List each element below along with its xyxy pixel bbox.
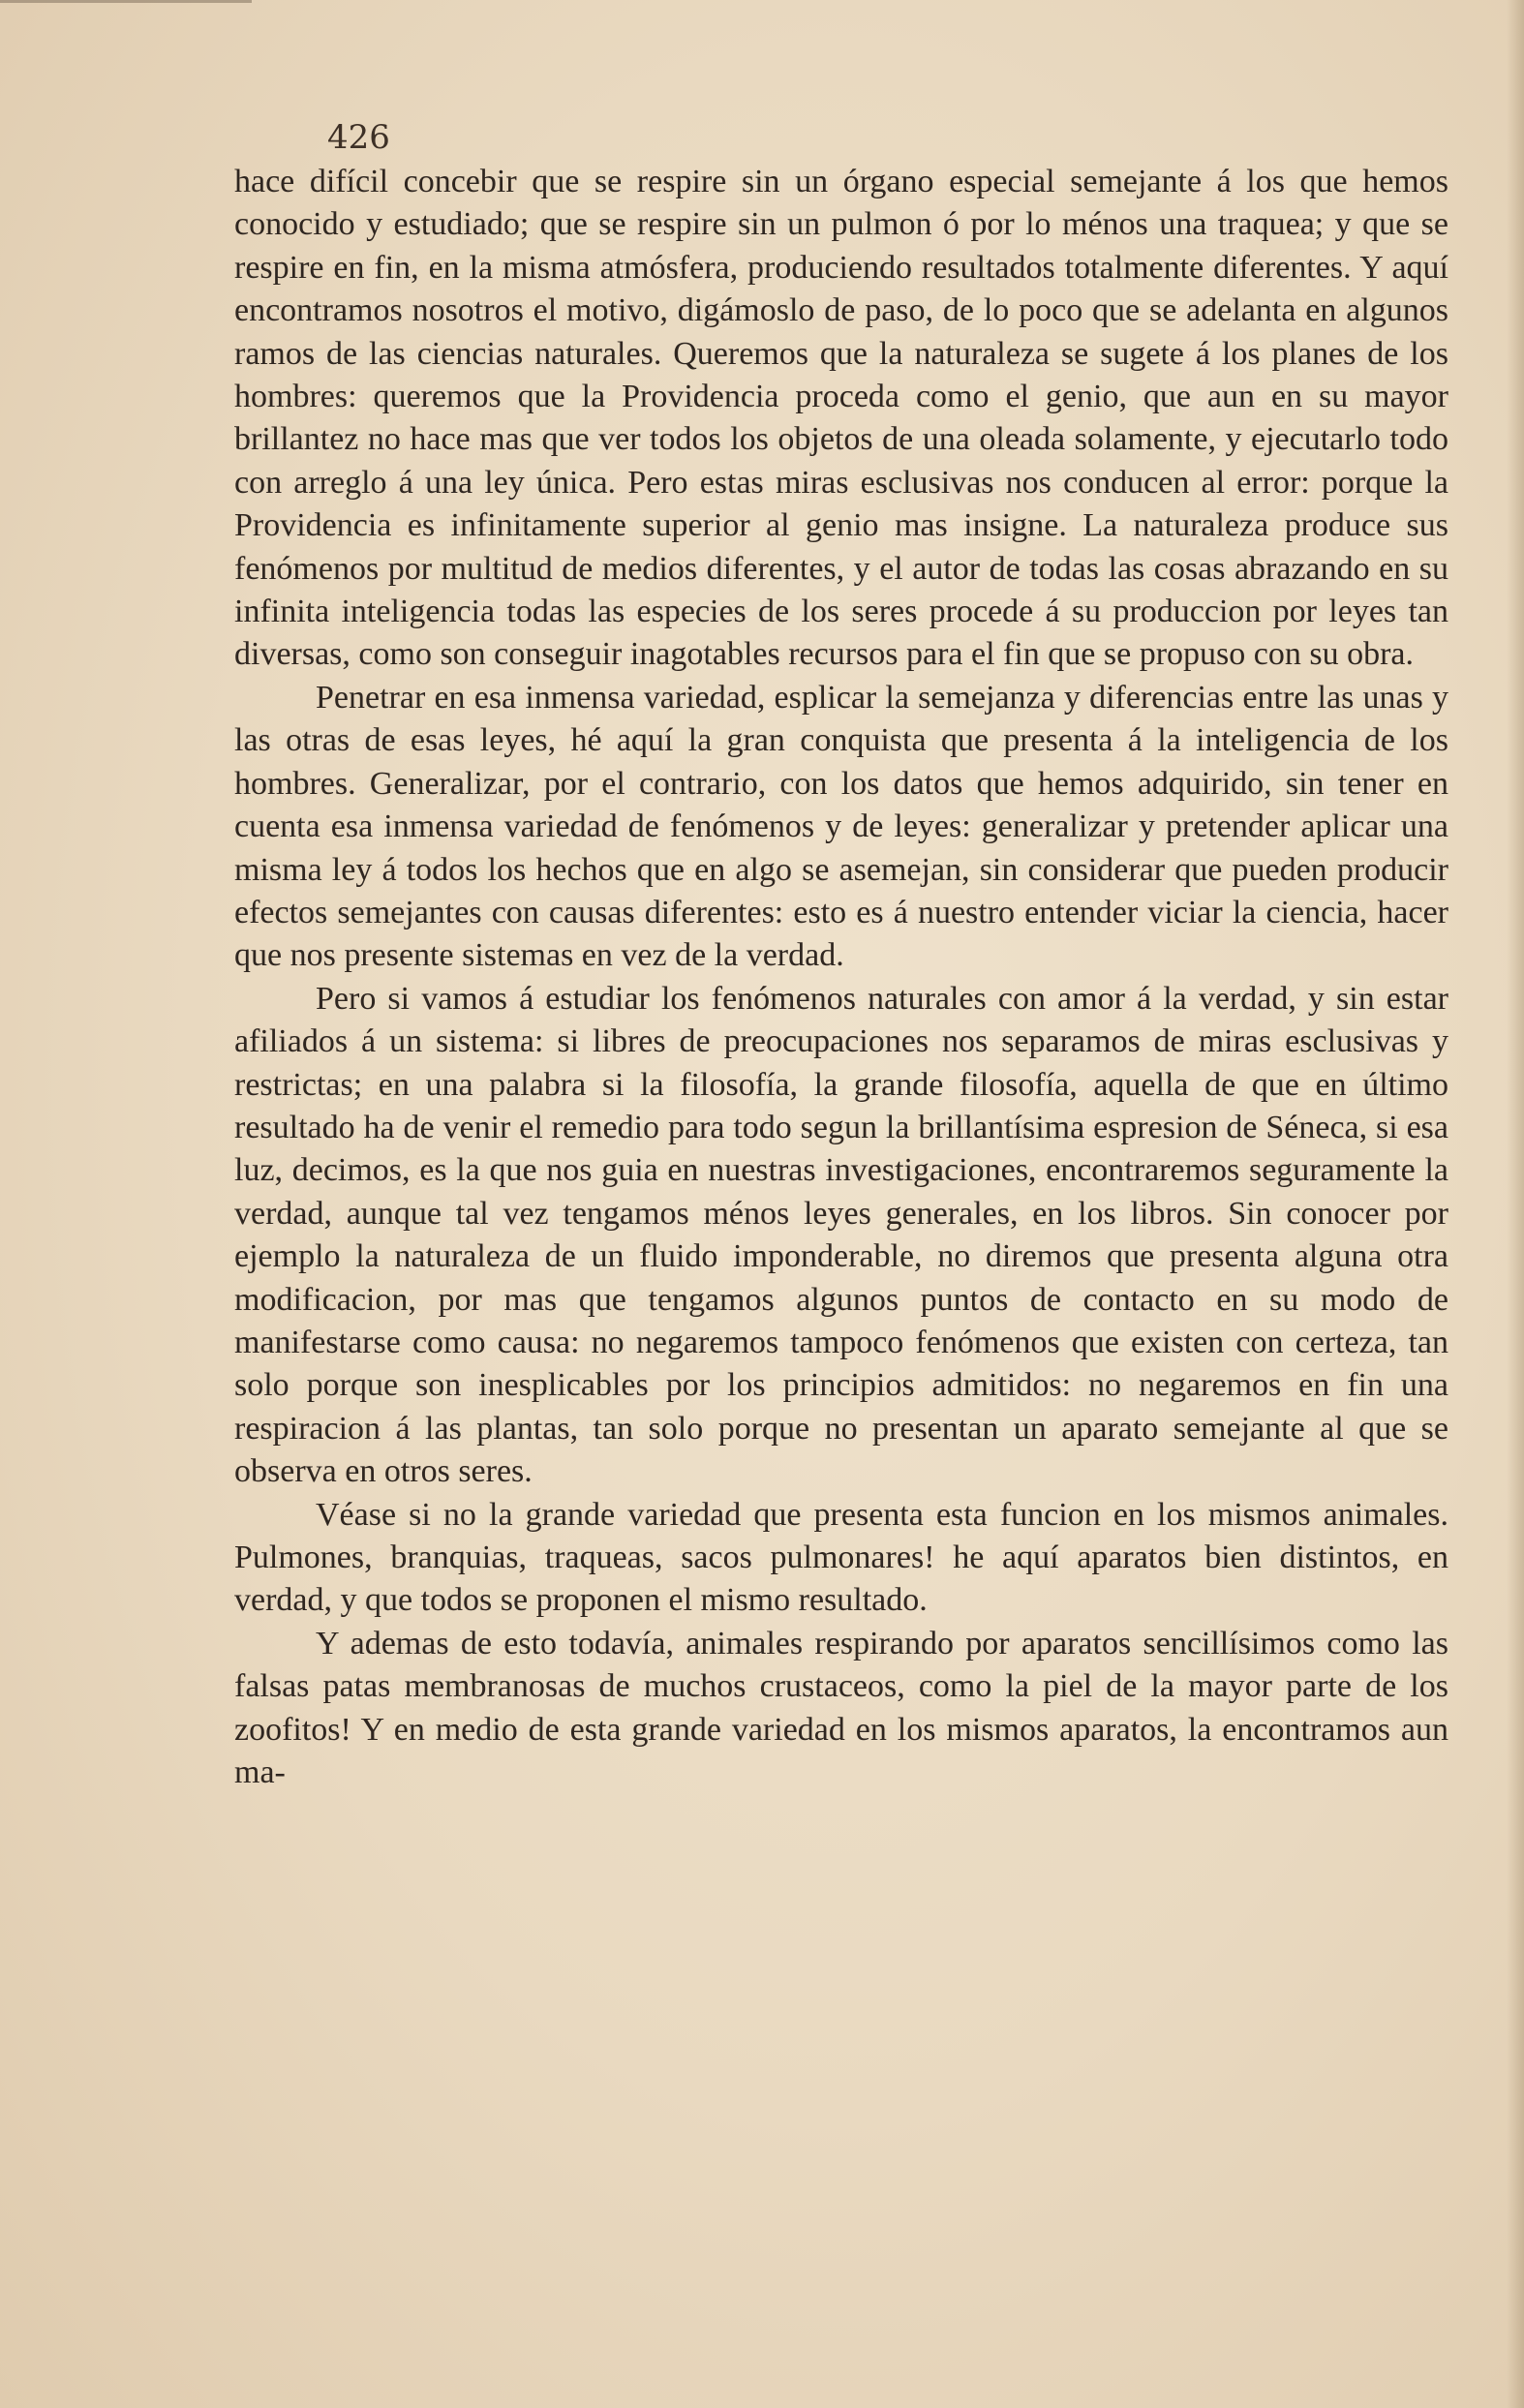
paragraph-2: Penetrar en esa inmensa variedad, esplicar la semejanza y diferencias entre las unas y las otras de esas leyes, hé aquí la gran conquista que presenta á la inteligencia de los hombres. Generalizar, por el contrario, con los datos que hemos adquirido, sin tener en cuenta esa inmensa variedad de fenómenos y de leyes: generalizar y pretender aplicar una misma ley á todos los hechos que en algo se asemejan, sin considerar que pueden producir efectos semejantes con causas diferentes: esto es á nuestro entender viciar la ciencia, hacer que nos presente sistemas en vez de la verdad. [234,679,1448,974]
paragraph-4: Véase si no la grande variedad que presenta esta funcion en los mismos animales. Pulmones, branquias, traqueas, sacos pulmonares! he aquí aparatos bien distintos, en verdad, y que todos se proponen el mismo resultado. [234,1496,1448,1619]
paragraph-3: Pero si vamos á estudiar los fenómenos naturales con amor á la verdad, y sin estar afiliados á un sistema: si libres de preocupaciones nos separamos de miras esclusivas y restrictas; en una palabra si la filosofía, la grande filosofía, aquella de que en último resultado ha de venir el remedio para todo segun la brillantísima espresion de Séneca, si esa luz, decimos, es la que nos guia en nuestras investigaciones, encontraremos seguramente la verdad, aunque tal vez tengamos ménos leyes generales, en los libros. Sin conocer por ejemplo la naturaleza de un fluido imponderable, no diremos que presenta alguna otra modificacion, por mas que tengamos algunos puntos de contacto en su modo de manifestarse como causa: no negaremos tampoco fenómenos que existen con certeza, tan solo porque son inesplicables por los principios admitidos: no negaremos en fin una respiracion á las plantas, tan solo porque no presentan un aparato semejante al que se observa en otros seres. [234,980,1448,1490]
paragraph-5: Y ademas de esto todavía, animales respirando por aparatos sencillísimos como las falsas patas membranosas de muchos crustaceos, como la piel de la mayor parte de los zoofitos! Y en medio de esta grande variedad en los mismos aparatos, la encontramos aun ma- [234,1625,1448,1791]
paragraph-1: hace difícil concebir que se respire sin un órgano especial semejante á los que hemos conocido y estudiado; que se respire sin un pulmon ó por lo ménos una traquea; y que se respire en fin, en la misma atmósfera, produciendo resultados totalmente diferentes. Y aquí encontramos nosotros el motivo, digámoslo de paso, de lo poco que se adelanta en algunos ramos de las ciencias naturales. Queremos que la naturaleza se sugete á los planes de los hombres: queremos que la Providencia proceda como el genio, que aun en su mayor brillantez no hace mas que ver todos los objetos de una oleada solamente, y ejecutarlo todo con arreglo á una ley única. Pero estas miras esclusivas nos conducen al error: porque la Providencia es infinitamente superior al genio mas insigne. La naturaleza produce sus fenómenos por multitud de medios diferentes, y el autor de todas las cosas abrazando en su infinita inteligencia todas las especies de los seres procede á su produccion por leyes tan diversas, como son conseguir inagotables recursos para el fin que se propuso con su obra. [234,164,1448,673]
page-edge-shadow [1507,0,1524,2408]
top-edge-rule [0,0,252,3]
body-text [234,161,1448,1794]
page-number: 426 [327,118,390,157]
